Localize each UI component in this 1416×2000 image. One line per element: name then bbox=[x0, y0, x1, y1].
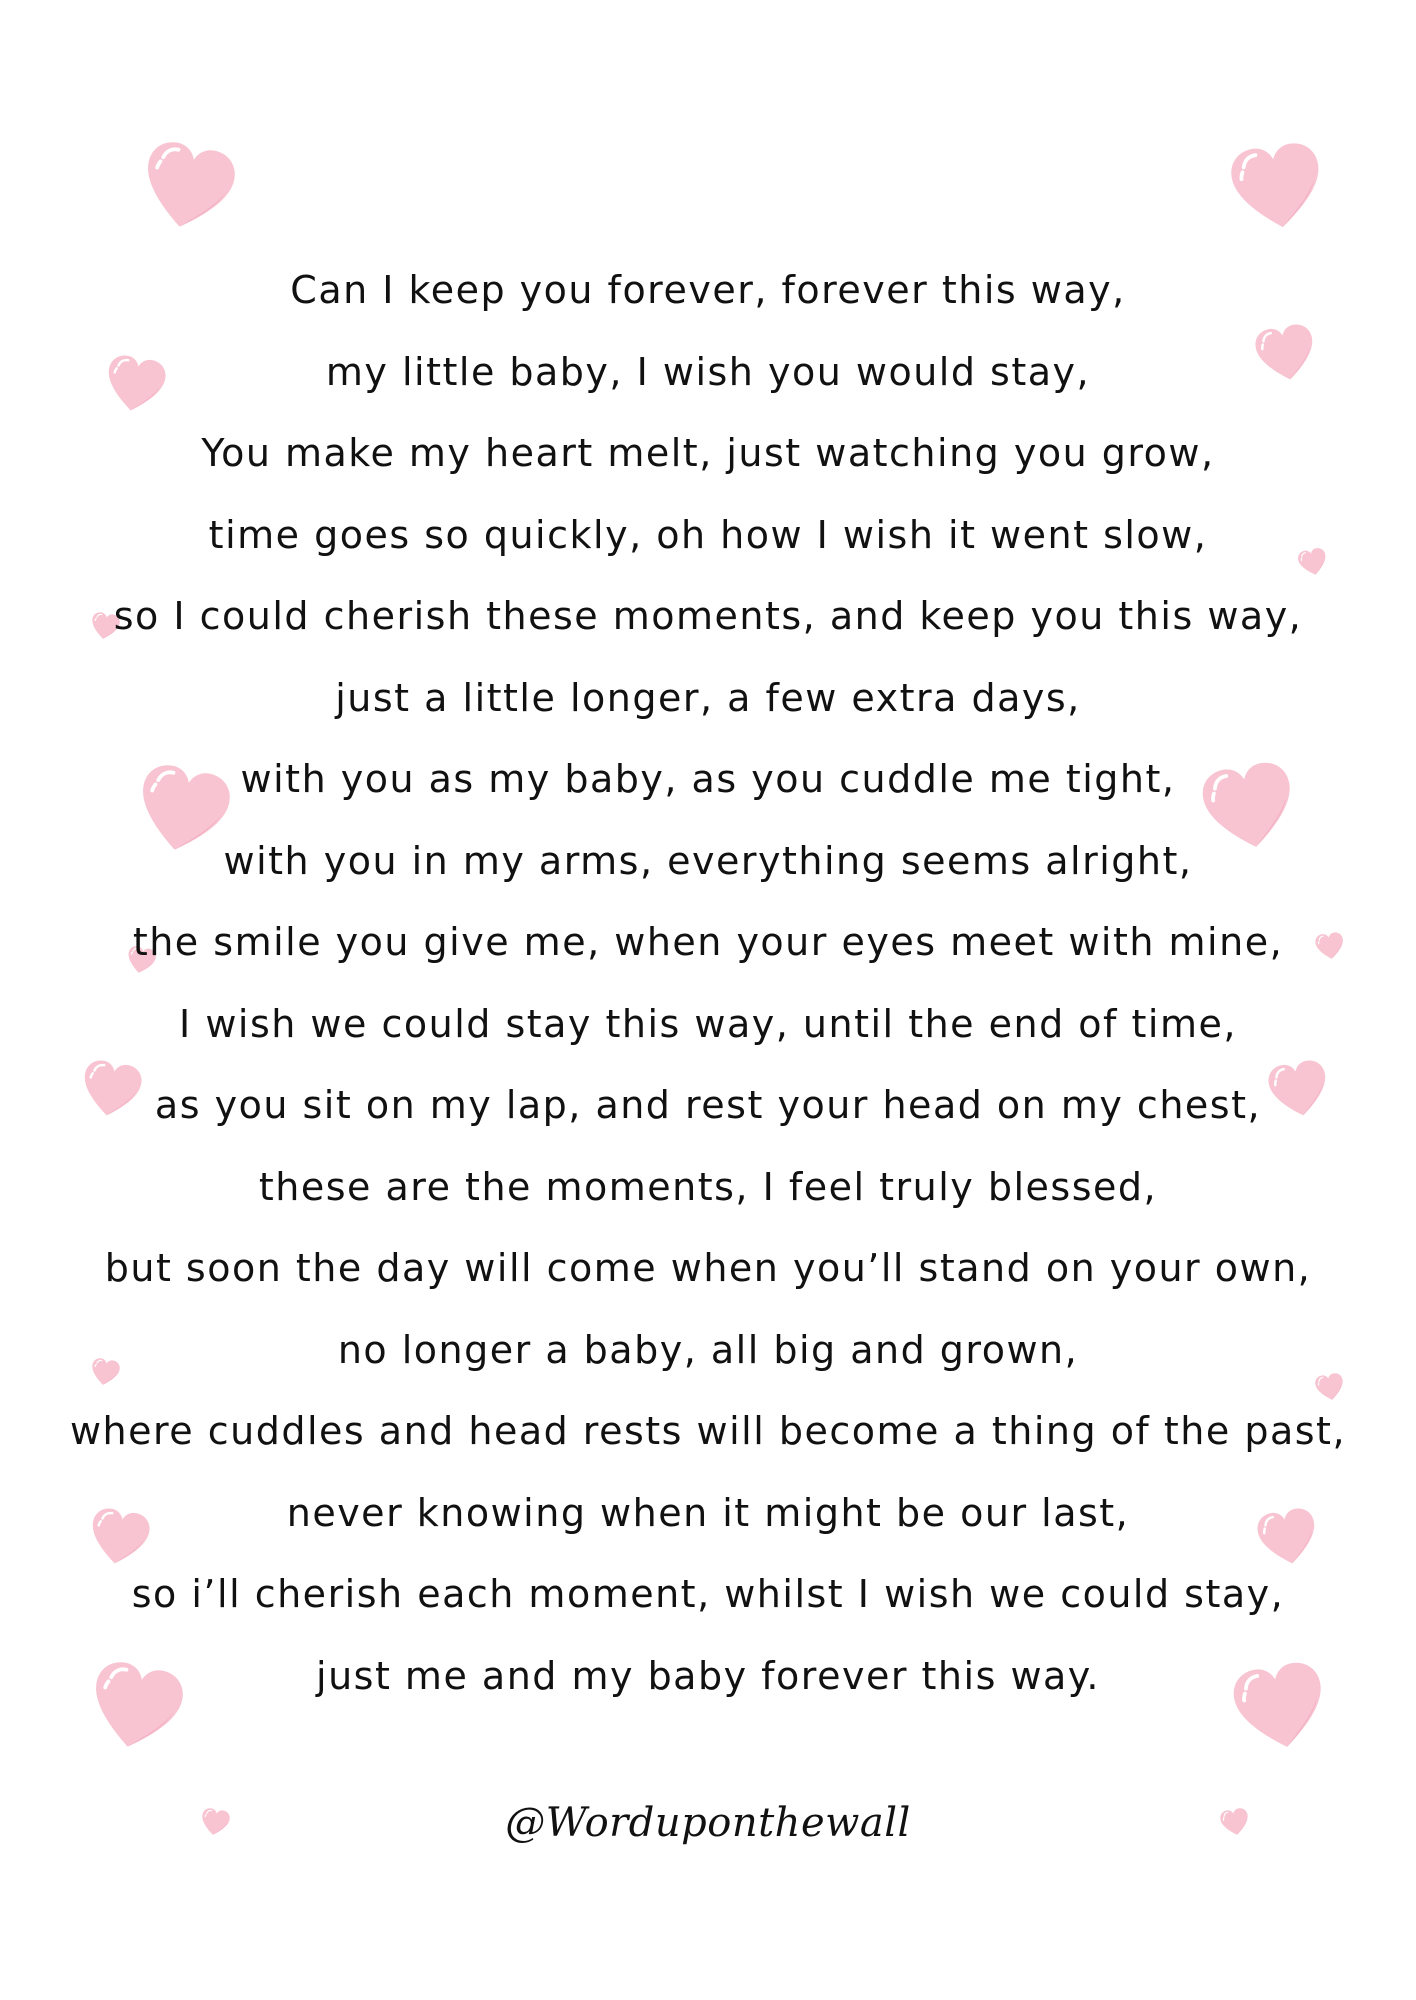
poem-line: these are the moments, I feel truly blessed, bbox=[258, 1164, 1158, 1209]
poem-line: with you in my arms, everything seems alright, bbox=[223, 838, 1193, 883]
poem-line: You make my heart melt, just watching you grow, bbox=[201, 431, 1215, 475]
poem-line: just me and my baby forever this way. bbox=[316, 1653, 1100, 1698]
poem-line: but soon the day will come when you’ll stand on your own, bbox=[104, 1246, 1312, 1290]
poem-line: so I could cherish these moments, and keep you this way, bbox=[113, 594, 1303, 638]
poem-line: no longer a baby, all big and grown, bbox=[337, 1327, 1079, 1372]
poem-line: with you as my baby, as you cuddle me tight, bbox=[240, 757, 1176, 801]
poem-line: never knowing when it might be our last, bbox=[286, 1490, 1130, 1535]
poem-line: so i’ll cherish each moment, whilst I wish we could stay, bbox=[131, 1572, 1285, 1616]
poem-line: my little baby, I wish you would stay, bbox=[325, 349, 1091, 394]
poem-line: just a little longer, a few extra days, bbox=[335, 675, 1081, 720]
poem-line: I wish we could stay this way, until the end of time, bbox=[179, 1001, 1237, 1046]
poem-body bbox=[0, 250, 1416, 1717]
author-signature: @Worduponthewall bbox=[505, 1800, 911, 1846]
heart-icon bbox=[131, 133, 244, 246]
poem-line: where cuddles and head rests will become a thing of the past, bbox=[69, 1409, 1347, 1453]
poem-line: the smile you give me, when your eyes meet with mine, bbox=[132, 920, 1284, 964]
heart-icon bbox=[1224, 136, 1331, 243]
poem-line: time goes so quickly, oh how I wish it went slow, bbox=[208, 512, 1208, 557]
poem-line: Can I keep you forever, forever this way, bbox=[290, 268, 1126, 312]
poem-line: as you sit on my lap, and rest your head on my chest, bbox=[154, 1083, 1262, 1127]
